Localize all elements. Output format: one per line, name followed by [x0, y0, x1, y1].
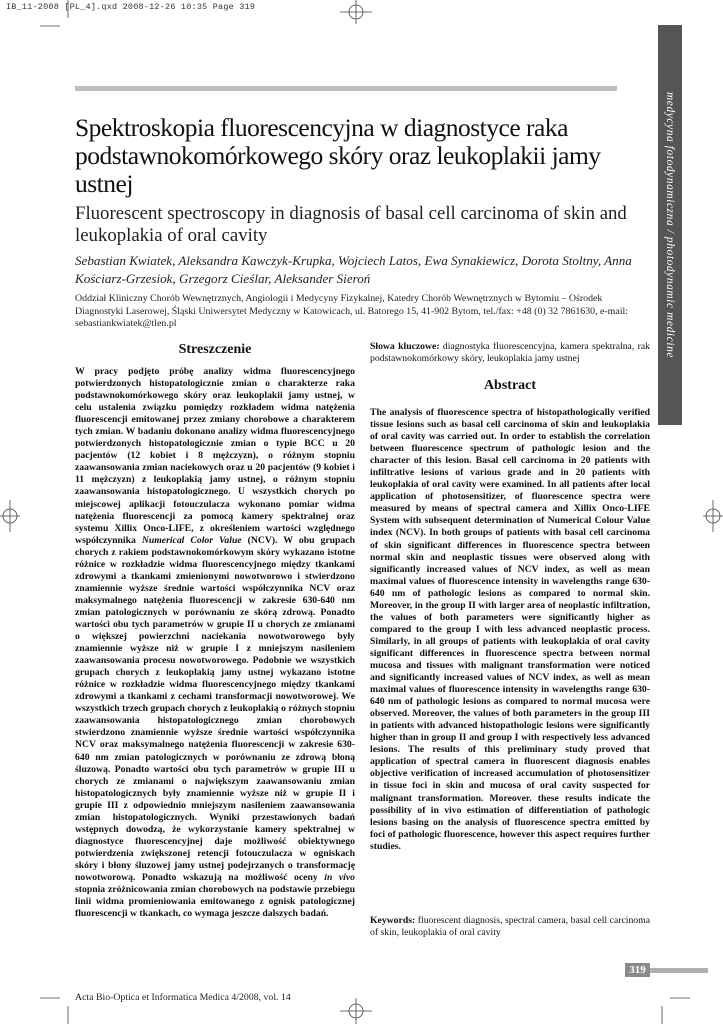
section-sidebar-label: medycyna fotodynamiczna / photodynamic medicine	[664, 91, 676, 359]
crop-mark-bottom-right	[660, 994, 690, 1024]
streszczenie-text-a: W pracy podjęto próbę analizy widma fluorescencyjnego potwierdzonych histopatologicznie zmian o charakterze raka podstawnokomórkowego skóry oraz leukoplakii jamy ustnej, w celu ustalenia związku pomiędzy rozkładem widma natężenia fluorescencji emitowanej przez zmiany chorobowe a charakterem tych zmian. W badaniu dokonano analizy widma fluorescencyjnego potwierdzonych histopatologicznie zmian o typie BCC u 20 pacjentów (12 kobiet i 8 mężczyzn), o różnym stopniu zaawansowania zmian naciekowych oraz u 20 pacjentów (9 kobiet i 11 mężczyzn) z leukoplakią jamy ustnej, o różnym stopniu zaawansowania histopatologicznego. U wszystkich chorych po miejscowej aplikacji fotouczulacza wykonano pomiar widma natężenia fluorescencji za pomocą kamery spektralnej oraz systemu Xillix Onco-LIFE, z określeniem wartości względnego współczynnika	[75, 366, 355, 546]
keywords-text: fluorescent diagnosis, spectral camera, basal cell carcinoma of skin, leukoplakia of oral cavity	[370, 915, 650, 939]
print-slug: IB_11-2008 [PL_4].qxd 2008-12-26 10:35 Page 319	[6, 2, 256, 12]
crop-mark-top-left	[40, 0, 70, 30]
streszczenie-body	[75, 366, 355, 920]
registration-mark-left	[0, 496, 20, 536]
slowa-kluczowe-text: diagnostyka fluorescencyjna, kamera spektralna, rak podstawnokomórkowy skóry, leukoplakia jamy ustnej	[370, 341, 650, 365]
page-number: 319	[625, 963, 650, 977]
abstract-heading: Abstract	[483, 378, 537, 393]
registration-mark-right	[703, 496, 723, 536]
slowa-kluczowe-label: Słowa kluczowe:	[370, 341, 440, 352]
authors: Sebastian Kwiatek, Aleksandra Kawczyk-Krupka, Wojciech Latos, Ewa Synakiewicz, Dorota Stoltny, Anna Kościarz-Grzesiok, Grzegorz Cieślar, Aleksander Sieroń	[75, 253, 632, 286]
streszczenie-term-in-vivo: in vivo	[324, 871, 356, 883]
page-number-bar	[650, 968, 708, 973]
registration-mark-top	[336, 0, 376, 24]
streszczenie-text-c: stopnia zróżnicowania zmian chorobowych na podstawie przebiegu linii widma promieniowania emitowanego z ognisk patologicznej fluorescencji w tkankach, co wymaga jeszcze dalszych badań.	[75, 884, 355, 920]
streszczenie-text-b: (NCV). W obu grupach chorych z rakiem podstawnokomórkowym skóry wykazano istotne różnice w rozkładzie widma fluorescencyjnego między tkankami zdrowymi a tkankami zmienionymi nowotworowo i stwierdzono znamiennie wyższe średnie wartości współczynnika NCV oraz maksymalnego natężenia fluorescencji w zakresie 630-640 nm zmian patologicznych w porównaniu ze skórą zdrową. Ponadto wartości obu tych parametrów w grupie II u chorych ze zmianami o większej powierzchni naciekania nowotworowego były znamiennie wyższe niż w grupie I z mniejszym nasileniem zaawansowania procesu nowotworowego. Podobnie we wszystkich grupach chorych z leukoplakią jamy ustnej wykazano istotne różnice w rozkładzie widma fluorescencyjnego między tkankami zdrowymi a tkankami z cechami transformacji nowotworowej. We wszystkich trzech grupach chorych z leukoplakią o różnych stopniu zaawansowania histopatologicznego zmian chorobowych stwierdzono znamiennie wyższe średnie wartości współczynnika NCV oraz maksymalnego natężenia fluorescencji w zakresie 630-640 nm zmian patologicznych w porównaniu ze zdrową błoną śluzową. Ponadto wartości obu tych parametrów w grupie III u chorych ze zmianami o największym zaawansowaniu zmian histopatologicznych były znamiennie wyższe niż w grupie II i grupie III z odpowiednio mniejszym nasileniem zaawansowania zmian histopatologicznych. Wyniki przestawionych badań wstępnych dowodzą, że wykorzystanie kamery spektralnej w diagnostyce fluorescencyjnej daje możliwość obiektywnego potwierdzenia zwiększonej retencji fotouczulacza w ogniskach skóry i błony śluzowej jamy ustnej podejrzanych o transformację nowotworową. Ponadto wskazują na możliwość oceny	[75, 534, 355, 883]
keywords	[370, 915, 650, 939]
header-rule	[75, 86, 617, 91]
streszczenie-term: Numerical Color Value	[141, 534, 242, 546]
registration-mark-bottom	[336, 998, 376, 1024]
affiliation: Oddział Kliniczny Chorób Wewnętrznych, Angiologii i Medycyny Fizykalnej, Katedry Chorób Wewnętrznych w Bytomiu – Ośrodek Diagnostyki Laserowej, Śląski Uniwersytet Medyczny w Katowicach, ul. Batorego 15, 41-902 Bytom, tel./fax: +48 (0) 32 7861630, e-mail: sebastiankwiatek@tlen.pl	[75, 293, 628, 330]
title-polish: Spektroskopia fluorescencyjna w diagnostyce raka podstawnokomórkowego skóry oraz leukoplakii jamy ustnej	[75, 113, 601, 198]
slowa-kluczowe	[370, 341, 650, 365]
abstract-body: The analysis of fluorescence spectra of histopathologically verified tissue lesions such as basal cell carcinoma of skin and leukoplakia of oral cavity was carried out. In order to establish the correlation between fluorescence spectrum of pathologic lesion and the character of this lesion. Basal cell carcinoma in 20 patients with infiltrative lesions of various grade and in 20 patients with leukoplakia of oral cavity were examined. In all patients after local application of photosensitizer, of fluorescence spectra were measured by means of spectral camera and Xillix Onco-LIFE System with subsequent determination of Numerical Colour Value index (NCV). In both groups of patients with basal cell carcinoma of skin significant differences in fluorescence spectra between normal skin and neoplastic tissues were observed along with significantly increased values of NCV index, as well as mean maximal values of fluorescence intensity in wavelengths range 630-640 nm of pathologic lesions as compared to normal skin. Moreover, in the group II with larger area of neoplastic infiltration, the values of both parameters were significantly higher as compared to the group I with less advanced neoplastic process. Similarly, in all groups of patients with leukoplakia of oral cavity significant differences in fluorescence spectra between normal mucosa and tissues with malignant transformation were noticed and significantly increased values of NCV index, as well as mean maximal values of fluorescence intensity in wavelengths range 630-640 nm of pathologic lesions as compared to normal mucosa were observed. Moreover, the values of both parameters in the group III in patients with advanced histopathologic lesions were significantly higher than in group II and group I with respectively less advanced lesions. The results of this preliminary study proved that application of spectral camera in fluorescent diagnosis enables objective verification of increased accumulation of photosensitizer in tissue foci in skin and mucosa of oral cavity suspected for malignant transformation. Moreover. these results indicate the possibility of in vivo estimation of differentiation of pathologic lesions basing on the analysis of fluorescence spectra emitted by foci of pathologic fluorescence, however this aspect requires further studies.	[370, 407, 650, 852]
title-english: Fluorescent spectroscopy in diagnosis of basal cell carcinoma of skin and leukoplakia of oral cavity	[75, 203, 627, 246]
crop-mark-bottom-left	[40, 994, 70, 1024]
journal-footer: Acta Bio-Optica et Informatica Medica 4/2008, vol. 14	[75, 992, 291, 1003]
keywords-label: Keywords:	[370, 915, 416, 926]
streszczenie-heading: Streszczenie	[178, 342, 252, 357]
